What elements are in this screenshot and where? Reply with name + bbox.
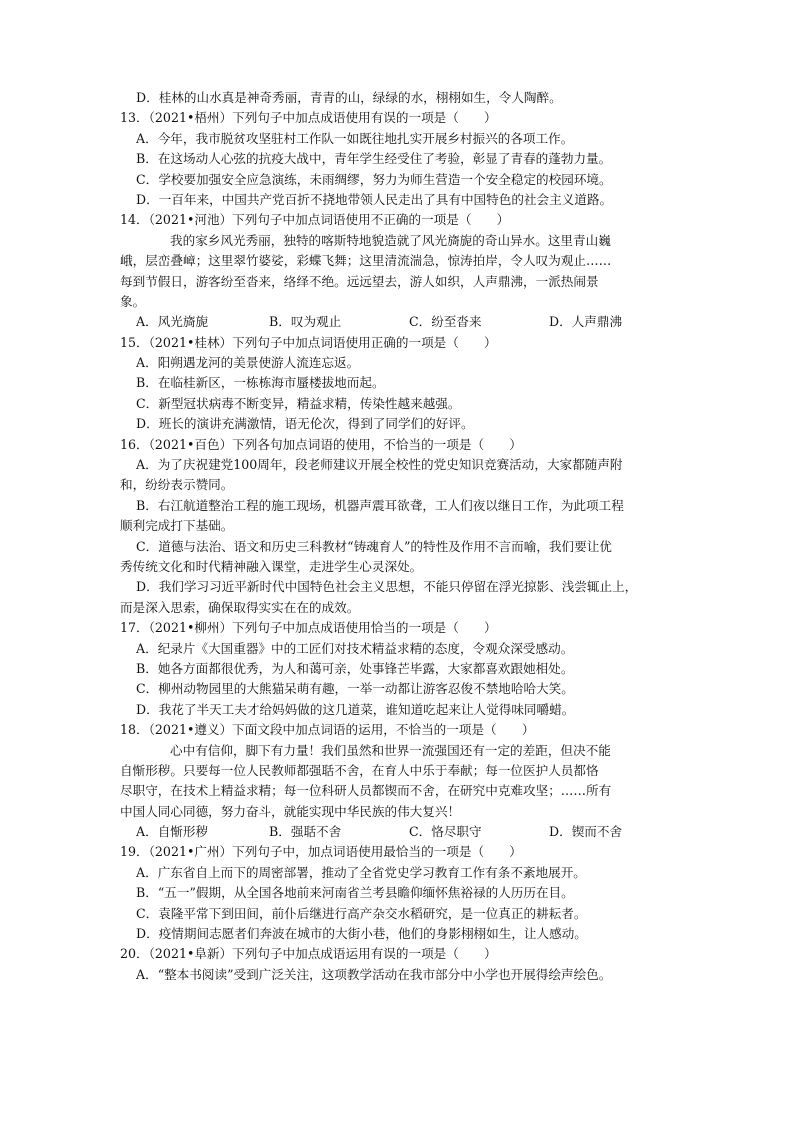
answer-option: D．疫情期间志愿者们奔波在城市的大街小巷，他们的身影栩栩如生，让人感动。 xyxy=(136,926,587,942)
question-stem: 18．（2021•遵义）下面文段中加点词语的运用，不恰当的一项是（ ） xyxy=(120,722,535,738)
question-stem: 19．（2021•广州）下列句子中，加点词语使用最恰当的一项是（ ） xyxy=(120,844,522,860)
continuation-line: 尽职守，在技术上精益求精；每一位科研人员都锲而不舍，在研究中克难攻坚；……所有 xyxy=(120,783,612,799)
answer-option: B．右江航道整治工程的施工现场，机器声震耳欲聋，工人们夜以继日工作，为此项工程 xyxy=(136,497,624,513)
continuation-line: 象。 xyxy=(120,293,146,309)
answer-option: B．在这场动人心弦的抗疫大战中，青年学生经受住了考验，彰显了青春的蓬勃力量。 xyxy=(136,151,612,167)
question-stem: 20．（2021•阜新）下列句子中加点成语运用有误的一项是（ ） xyxy=(120,946,497,962)
continuation-line: 中国人同心同德，努力奋斗，就能实现中华民族的伟大复兴！ xyxy=(120,803,461,819)
answer-option: A．广东省自上而下的周密部署，推动了全省党史学习教育工作有条不紊地展开。 xyxy=(136,864,586,880)
answer-option: D．锲而不舍 xyxy=(549,824,623,840)
passage-line: 心中有信仰，脚下有力量！我们虽然和世界一流强国还有一定的差距，但决不能 xyxy=(170,742,611,758)
answer-option: A．“整本书阅读”受到广泛关注，这项教学活动在我市部分中小学也开展得绘声绘色。 xyxy=(136,966,612,982)
answer-option: A．为了庆祝建党100周年，段老师建议开展全校性的党史知识竞赛活动，大家都随声附 xyxy=(136,457,623,473)
answer-option: A．自惭形秽 xyxy=(136,824,209,840)
answer-option: A．风光旖旎 xyxy=(136,314,209,330)
question-stem: 15．（2021•桂林）下列句子中加点词语使用正确的一项是（ ） xyxy=(120,334,497,350)
answer-options-row xyxy=(120,822,680,842)
answer-option: A．阳朔遇龙河的美景使游人流连忘返。 xyxy=(136,355,360,371)
answer-option: A．纪录片《大国重器》中的工匠们对技术精益求精的态度，令观众深受感动。 xyxy=(136,640,574,656)
continuation-line: 每到节假日，游客纷至沓来，络绎不绝。远远望去，游人如织，人声鼎沸，一派热闹景 xyxy=(120,273,599,289)
answer-option: C．新型冠状病毒不断变异，精益求精，传染性越来越强。 xyxy=(136,395,461,411)
answer-option: D．班长的演讲充满激情，语无伦次，得到了同学们的好评。 xyxy=(136,416,474,432)
answer-option: D．我花了半天工夫才给妈妈做的这几道菜，谁知道吃起来让人觉得味同嚼蜡。 xyxy=(136,701,575,717)
question-stem: 16．（2021•百色）下列各句加点词语的使用，不恰当的一项是（ ） xyxy=(120,436,522,452)
continuation-line: 秀传统文化和时代精神融入课堂，走进学生心灵深处。 xyxy=(120,558,423,574)
question-stem: 14．（2021•河池）下列句子中加点词语使用不正确的一项是（ ） xyxy=(120,212,510,228)
answer-option: D．我们学习习近平新时代中国特色社会主义思想，不能只停留在浮光掠影、浅尝辄止上， xyxy=(136,579,638,595)
answer-option: D．桂林的山水真是神奇秀丽，青青的山，绿绿的水，栩栩如生，令人陶醉。 xyxy=(136,90,562,105)
answer-option: C．道德与法治、语文和历史三科教材“铸魂育人”的特性及作用不言而喻，我们要让优 xyxy=(136,538,612,554)
answer-option: B．叹为观止 xyxy=(269,314,342,330)
answer-option: D．一百年来，中国共产党百折不挠地带领人民走出了具有中国特色的社会主义道路。 xyxy=(136,191,613,207)
answer-option: C．袁隆平常下到田间，前仆后继进行高产杂交水稻研究，是一位真正的耕耘者。 xyxy=(136,905,587,921)
answer-option: B．在临桂新区，一栋栋海市蜃楼拔地而起。 xyxy=(136,375,385,391)
question-stem: 13．（2021•梧州）下列句子中加点成语使用有误的一项是（ ） xyxy=(120,110,497,126)
passage-line: 我的家乡风光秀丽，独特的喀斯特地貌造就了风光旖旎的奇山异水。这里青山巍 xyxy=(170,232,611,248)
continuation-line: 自惭形秽。只要每一位人民教师都强聒不舍，在育人中乐于奉献；每一位医护人员都恪 xyxy=(120,762,599,778)
answer-option: C．柳州动物园里的大熊猫呆萌有趣，一举一动都让游客忍俊不禁地哈哈大笑。 xyxy=(136,681,574,697)
continuation-line: 和，纷纷表示赞同。 xyxy=(120,477,234,493)
question-list xyxy=(120,88,680,985)
continuation-line: 顺利完成打下基础。 xyxy=(120,518,234,534)
answer-option: C．学校要加强安全应急演练，未雨绸缪，努力为师生营造一个安全稳定的校园环境。 xyxy=(136,171,612,187)
answer-option: B．强聒不舍 xyxy=(269,824,342,840)
answer-options-row xyxy=(120,312,680,332)
answer-option: D．人声鼎沸 xyxy=(549,314,623,330)
answer-option: C．恪尽职守 xyxy=(409,824,482,840)
answer-option: C．纷至沓来 xyxy=(409,314,482,330)
question-stem: 17．（2021•柳州）下列句子中加点成语使用恰当的一项是（ ） xyxy=(120,620,497,636)
answer-option: A．今年，我市脱贫攻坚驻村工作队一如既往地扎实开展乡村振兴的各项工作。 xyxy=(136,130,574,146)
answer-option: B．“五一”假期，从全国各地前来河南省兰考县瞻仰缅怀焦裕禄的人历历在目。 xyxy=(136,885,574,901)
continuation-line: 峨，层峦叠嶂；这里翠竹婆娑，彩蝶飞舞；这里清流湍急，惊涛拍岸，令人叹为观止…… xyxy=(120,253,612,269)
answer-option: B．她各方面都很优秀，为人和蔼可亲，处事锋芒毕露，大家都喜欢跟她相处。 xyxy=(136,660,574,676)
continuation-line: 而是深入思索，确保取得实实在在的成效。 xyxy=(120,599,360,615)
